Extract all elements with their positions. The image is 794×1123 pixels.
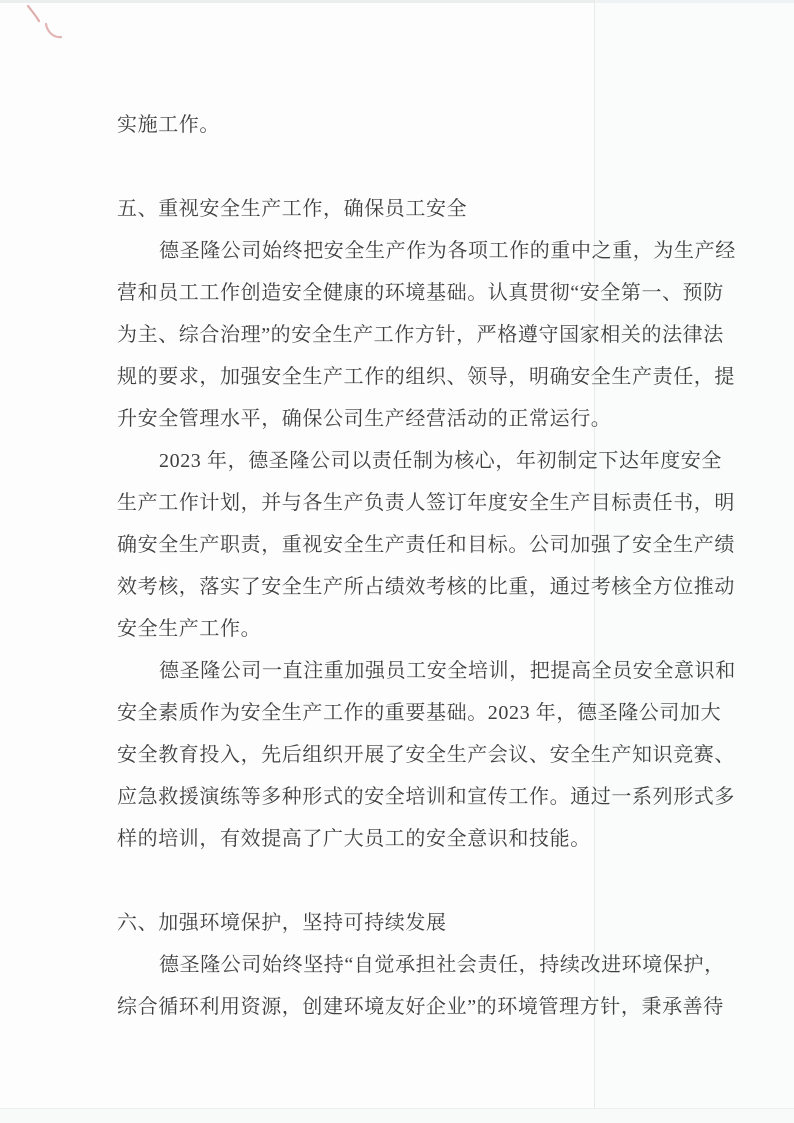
- text-line: 确安全生产职责，重视安全生产责任和目标。公司加强了安全生产绩: [117, 534, 735, 556]
- blank-line: [117, 146, 695, 188]
- text-line: 德圣隆公司始终坚持“自觉承担社会责任，持续改进环境保护，: [159, 954, 725, 976]
- text-line: 安全生产工作。: [117, 618, 262, 640]
- text-line: 升安全管理水平，确保公司生产经营活动的正常运行。: [117, 408, 612, 430]
- text-line: 德圣隆公司始终把安全生产作为各项工作的重中之重，为生产经: [159, 240, 736, 262]
- text-line: 样的培训，有效提高了广大员工的安全意识和技能。: [117, 828, 591, 850]
- text-line: 效考核，落实了安全生产所占绩效考核的比重，通过考核全方位推动: [117, 576, 735, 598]
- text-line: 安全教育投入，先后组织开展了安全生产会议、安全生产知识竞赛、: [117, 744, 735, 766]
- text-line: 实施工作。: [117, 114, 220, 136]
- text-line: 综合循环利用资源，创建环境友好企业”的环境管理方针，秉承善待: [117, 996, 724, 1018]
- document-text: [117, 104, 736, 1028]
- text-line: 2023 年，德圣隆公司以责任制为核心，年初制定下达年度安全: [159, 450, 722, 472]
- scan-edge-bottom: [0, 1108, 794, 1123]
- blank-line: [117, 860, 695, 902]
- section-heading-5: 五、重视安全生产工作，确保员工安全: [117, 198, 468, 220]
- red-pen-marks-icon: [22, 2, 68, 44]
- section-heading-6: 六、加强环境保护，坚持可持续发展: [117, 912, 447, 934]
- text-line: 为主、综合治理”的安全生产工作方针，严格遵守国家相关的法律法: [117, 324, 724, 346]
- text-line: 德圣隆公司一直注重加强员工安全培训，把提高全员安全意识和: [159, 660, 736, 682]
- text-line: 应急救援演练等多种形式的安全培训和宣传工作。通过一系列形式多: [117, 786, 735, 808]
- text-line: 规的要求，加强安全生产工作的组织、领导，明确安全生产责任，提: [117, 366, 735, 388]
- text-line: 安全素质作为安全生产工作的重要基础。2023 年，德圣隆公司加大: [117, 702, 722, 724]
- text-line: 营和员工工作创造安全健康的环境基础。认真贯彻“安全第一、预防: [117, 282, 724, 304]
- text-line: 生产工作计划，并与各生产负责人签订年度安全生产目标责任书，明: [117, 492, 735, 514]
